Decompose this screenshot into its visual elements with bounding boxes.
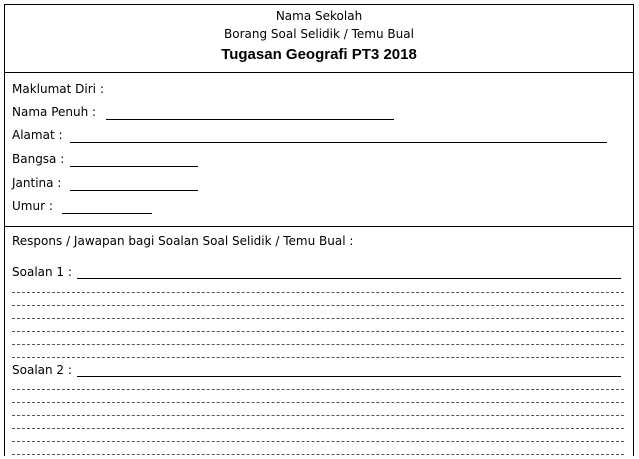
age-field-line[interactable] [62,213,152,214]
name-label: Nama Penuh : [12,105,97,119]
responses-heading: Respons / Jawapan bagi Soalan Soal Selidik / Temu Bual : [12,234,354,248]
question-1-label: Soalan 1 : [12,265,72,279]
question-1-answer-line[interactable] [12,357,624,358]
form-subtitle: Borang Soal Selidik / Temu Bual [224,27,414,41]
question-2-answer-line[interactable] [12,454,624,455]
question-1-answer-line[interactable] [12,331,624,332]
form-header [5,5,633,73]
gender-label: Jantina : [12,176,62,190]
question-2-answer-line[interactable] [12,415,624,416]
question-2-answer-line[interactable] [12,402,624,403]
name-field-line[interactable] [106,119,394,120]
question-2-answer-line[interactable] [77,376,621,377]
race-label: Bangsa : [12,152,65,166]
question-1-answer-line[interactable] [12,292,624,293]
personal-info-heading: Maklumat Diri : [12,82,104,96]
question-1-answer-line[interactable] [12,318,624,319]
gender-field-line[interactable] [70,190,198,191]
question-2-answer-line[interactable] [12,389,624,390]
school-name: Nama Sekolah [275,9,363,23]
question-1-answer-line[interactable] [77,278,621,279]
address-field-line[interactable] [70,142,607,143]
address-label: Alamat : [12,128,63,142]
question-2-answer-line[interactable] [12,428,624,429]
race-field-line[interactable] [70,166,198,167]
question-1-answer-line[interactable] [12,305,624,306]
question-2-label: Soalan 2 : [12,363,72,377]
form-title: Tugasan Geografi PT3 2018 [221,46,417,63]
age-label: Umur : [12,199,53,213]
question-1-answer-line[interactable] [12,344,624,345]
survey-form [4,4,634,456]
question-2-answer-line[interactable] [12,441,624,442]
personal-info-section [5,73,633,227]
